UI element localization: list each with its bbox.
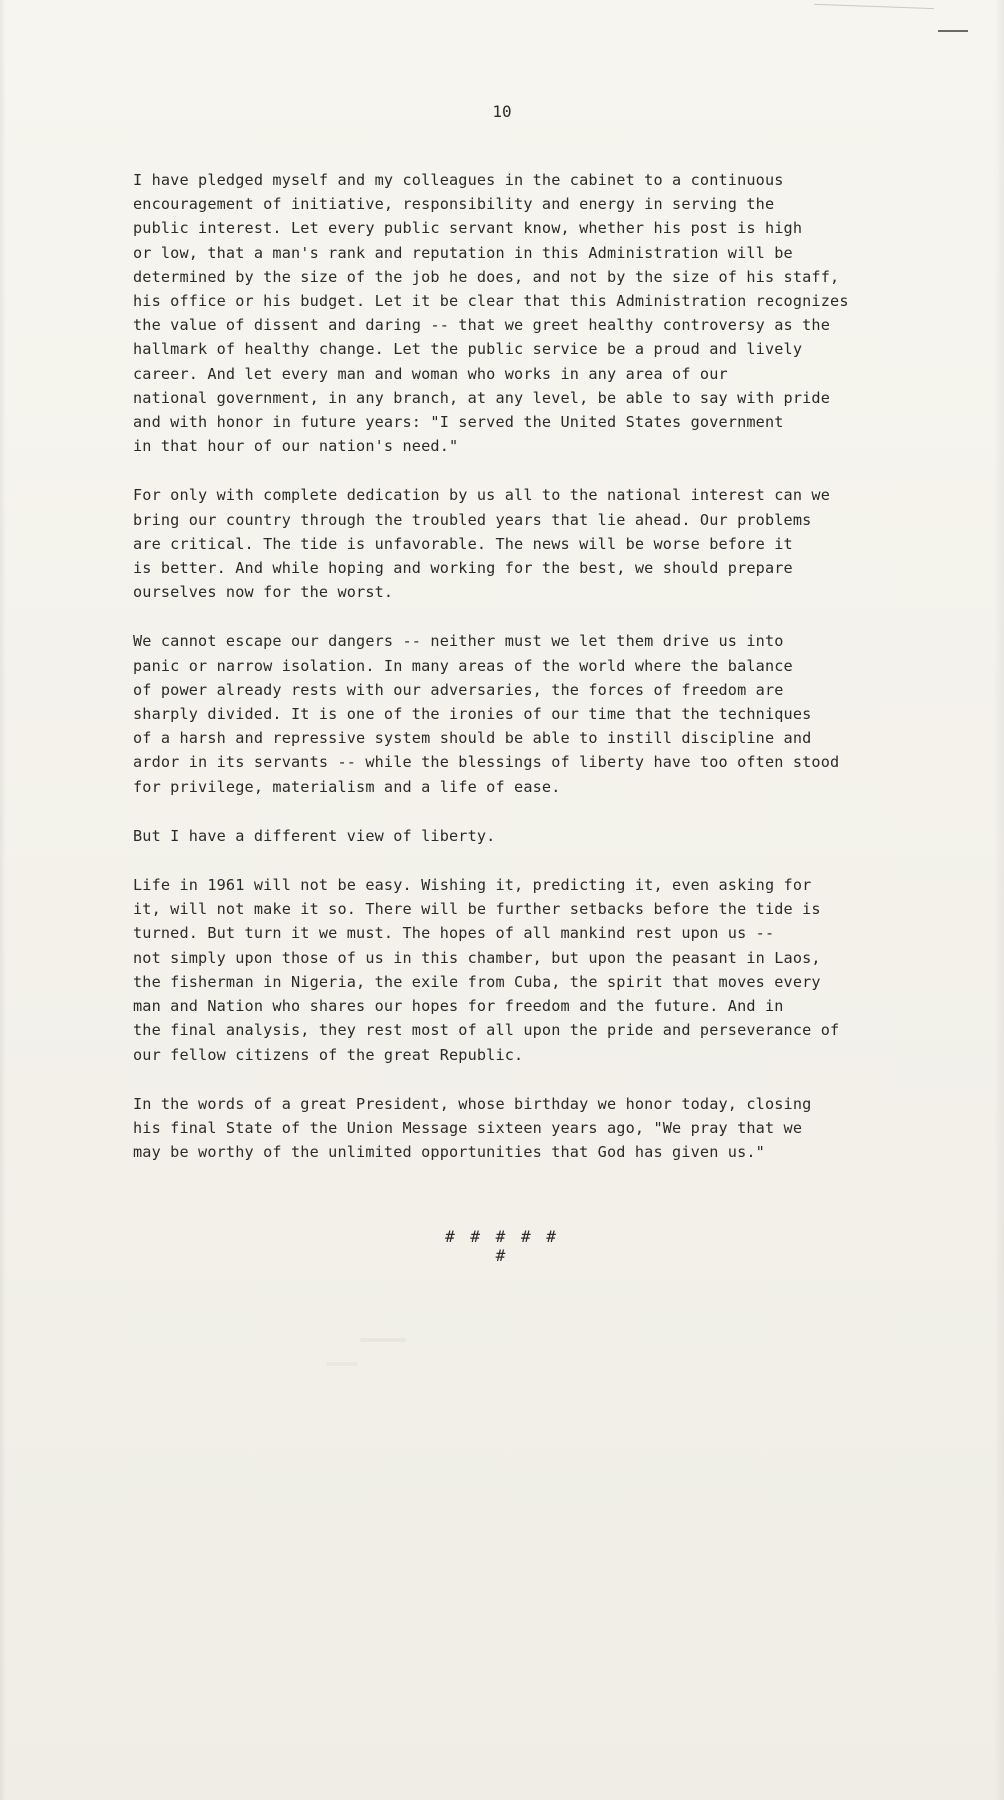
body-text <box>133 168 913 1189</box>
text-line: in that hour of our nation's need." <box>133 437 459 456</box>
text-line: I have pledged myself and my colleagues in the cabinet to a continuous <box>133 171 784 189</box>
paragraph-6 <box>133 1092 913 1165</box>
text-line: career. And let every man and woman who works in any area of our <box>133 364 728 383</box>
text-line: ourselves now for the worst. <box>133 583 394 602</box>
text-line: We cannot escape our dangers -- neither must we let them drive us into <box>133 632 784 651</box>
paper-smudge <box>326 1362 358 1366</box>
paragraph-2 <box>133 483 913 604</box>
text-line: not simply upon those of us in this chamber, but upon the peasant in Laos, <box>133 948 821 967</box>
text-line: determined by the size of the job he does, and not by the size of his staff, <box>133 267 840 286</box>
text-line: the fisherman in Nigeria, the exile from Cuba, the spirit that moves every <box>133 972 821 991</box>
text-line: national government, in any branch, at any level, be able to say with pride <box>133 388 831 407</box>
text-line: of a harsh and repressive system should be able to instill discipline and <box>133 729 812 748</box>
text-line: panic or narrow isolation. In many areas of the world where the balance <box>133 656 793 675</box>
text-line: of power already rests with our adversaries, the forces of freedom are <box>133 680 784 699</box>
paragraph-1 <box>133 168 913 458</box>
text-line: For only with complete dedication by us all to the national interest can we <box>133 486 831 505</box>
text-line: turned. But turn it we must. The hopes of all mankind rest upon us -- <box>133 924 775 943</box>
text-line: ardor in its servants -- while the blessings of liberty have too often stood <box>133 753 840 772</box>
text-line: his final State of the Union Message sixteen years ago, "We pray that we <box>133 1118 803 1137</box>
text-line: it, will not make it so. There will be further setbacks before the tide is <box>133 900 821 919</box>
end-of-document-mark: # # # # # # <box>445 1227 559 1265</box>
text-line: for privilege, materialism and a life of ease. <box>133 777 561 796</box>
text-line: is better. And while hoping and working for the best, we should prepare <box>133 559 793 578</box>
text-line: encouragement of initiative, responsibility and energy in serving the <box>133 195 775 214</box>
text-line: the final analysis, they rest most of all upon the pride and perseverance of <box>133 1021 840 1040</box>
text-line: his office or his budget. Let it be clear that this Administration recognizes <box>133 292 849 311</box>
paper-smudge <box>360 1338 406 1342</box>
text-line: may be worthy of the unlimited opportunities that God has given us." <box>133 1143 765 1162</box>
text-line: and with honor in future years: "I served the United States government <box>133 413 784 432</box>
text-line: But I have a different view of liberty. <box>133 826 496 845</box>
text-line: sharply divided. It is one of the ironies of our time that the techniques <box>133 705 812 724</box>
paragraph-5 <box>133 873 913 1067</box>
corner-mark <box>938 30 968 32</box>
text-line: the value of dissent and daring -- that we greet healthy controversy as the <box>133 316 831 335</box>
text-line: Life in 1961 will not be easy. Wishing it, predicting it, even asking for <box>133 876 812 895</box>
corner-scratch <box>814 4 934 9</box>
text-line: or low, that a man's rank and reputation in this Administration will be <box>133 243 793 262</box>
paragraph-3 <box>133 629 913 798</box>
paragraph-4 <box>133 824 913 848</box>
text-line: our fellow citizens of the great Republic. <box>133 1045 524 1064</box>
text-line: public interest. Let every public servant know, whether his post is high <box>133 219 803 238</box>
text-line: are critical. The tide is unfavorable. The news will be worse before it <box>133 534 793 553</box>
text-line: hallmark of healthy change. Let the public service be a proud and lively <box>133 340 803 359</box>
text-line: In the words of a great President, whose birthday we honor today, closing <box>133 1094 812 1113</box>
text-line: bring our country through the troubled years that lie ahead. Our problems <box>133 510 812 529</box>
text-line: man and Nation who shares our hopes for freedom and the future. And in <box>133 997 784 1016</box>
page-number: 10 <box>492 102 512 121</box>
